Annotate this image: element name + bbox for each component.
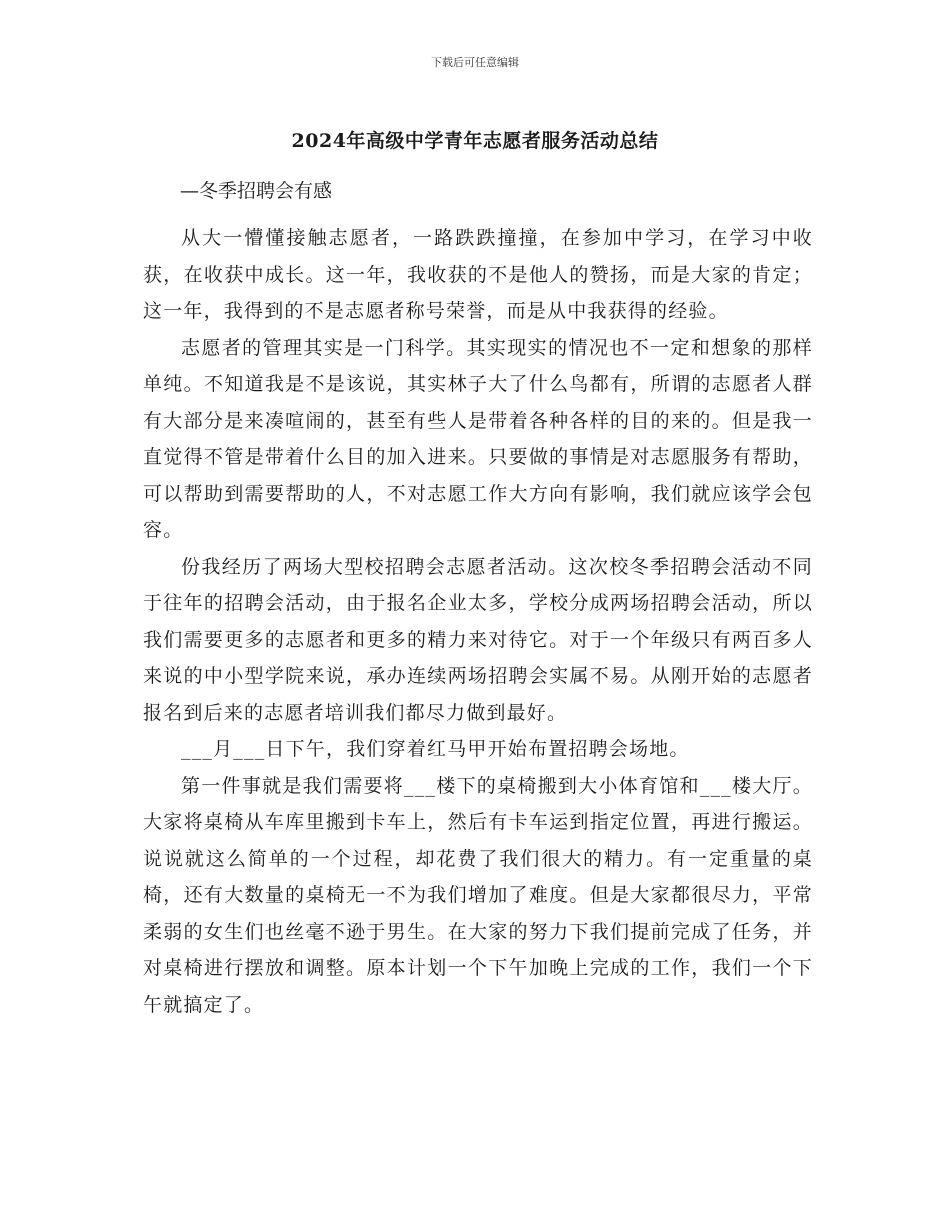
document-subtitle: —冬季招聘会有感 [180, 180, 333, 202]
paragraph-4: ___月___日下午，我们穿着红马甲开始布置招聘会场地。 [181, 738, 690, 760]
paragraph-5: 第一件事就是我们需要将___楼下的桌椅搬到大小体育馆和___楼大厅。大家将桌椅从车库里搬到卡车上，然后有卡车运到指定位置，再进行搬运。说说就这么简单的一个过程，却花费了我们很大的精力。有一定重量的桌椅，还有大数量的桌椅无一不为我们增加了难度。但是大家都很尽力，平常柔弱的女生们也丝毫不逊于男生。在大家的努力下我们提前完成了任务，并对桌椅进行摆放和调整。原本计划一个下午加晚上完成的工作，我们一个下午就搞定了。 [143, 774, 813, 1016]
paragraph-3: 份我经历了两场大型校招聘会志愿者活动。这次校冬季招聘会活动不同于往年的招聘会活动，由于报名企业太多，学校分成两场招聘会活动，所以我们需要更多的志愿者和更多的精力来对待它。对于一个年级只有两百多人来说的中小型学院来说，承办连续两场招聘会实属不易。从刚开始的志愿者报名到后来的志愿者培训我们都尽力做到最好。 [143, 555, 813, 724]
paragraph-1: 从大一懵懂接触志愿者，一路跌跌撞撞，在参加中学习，在学习中收获，在收获中成长。这一年，我收获的不是他人的赞扬，而是大家的肯定；这一年，我得到的不是志愿者称号荣誉，而是从中我获得的经验。 [143, 227, 813, 322]
document-title: 2024年高级中学青年志愿者服务活动总结 [291, 130, 659, 152]
document-body [143, 220, 813, 1023]
header-note: 下载后可任意编辑 [431, 56, 519, 69]
paragraph-2: 志愿者的管理其实是一门科学。其实现实的情况也不一定和想象的那样单纯。不知道我是不是该说，其实林子大了什么鸟都有，所谓的志愿者人群有大部分是来凑喧闹的，甚至有些人是带着各种各样的目的来的。但是我一直觉得不管是带着什么目的加入进来。只要做的事情是对志愿服务有帮助，可以帮助到需要帮助的人，不对志愿工作大方向有影响，我们就应该学会包容。 [143, 336, 813, 541]
